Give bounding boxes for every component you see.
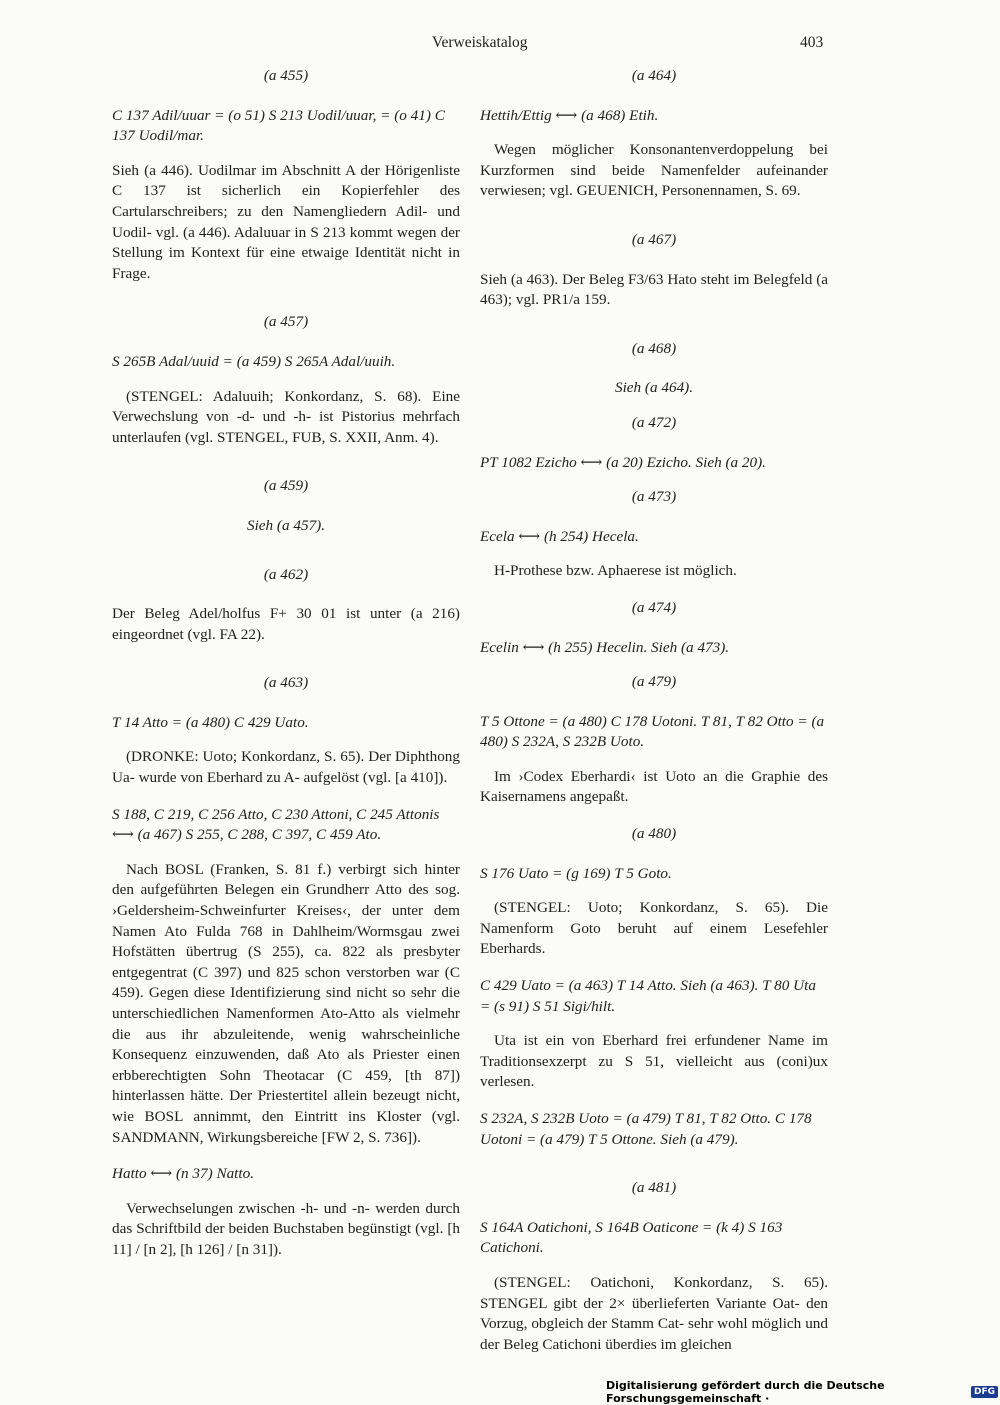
entry-heading: (a 468) [631,339,677,357]
entry-heading: (a 455) [263,67,309,84]
entry-heading: (a 457) [263,313,309,331]
funding-note: Digitalisierung gefördert durch die Deutsche Forschungsgemeinschaft · [606,1379,885,1405]
entry-heading: (a 464) [631,67,677,84]
name-equation: PT 1082 Ezicho ⟷ (a 20) Ezicho. Sieh (a 20). [480,453,766,471]
commentary-paragraph: (STENGEL: Uoto; Konkordanz, S. 65). Die Namenform Goto beruht auf einem Lesefehler Eberhards. [480,899,828,958]
commentary-paragraph: Uta ist ein von Eberhard frei erfundener Name im Traditionsexzerpt zu S 51, vielleicht aus (coni)ux verlesen. [480,1032,828,1091]
left-column [112,66,460,1277]
entry-heading: (a 463) [263,674,309,692]
entry-heading: (a 462) [263,565,309,583]
commentary-paragraph: Der Beleg Adel/holfus F+ 30 01 ist unter (a 216) eingeordnet (vgl. FA 22). [112,605,460,643]
entry-heading: (a 467) [631,230,677,248]
entry-heading: (a 472) [631,413,677,431]
commentary-paragraph: Sieh (a 446). Uodilmar im Abschnitt A der Hörigenliste C 137 ist sicherlich ein Kopierfehler des Cartularschreibers; zu den Namengliedern Adil- und Uodil- vgl. (a 446). Adaluuar in S 213 kommt wegen der Stellung im Kontext für eine etwaige Identität nicht in Frage. [112,161,460,282]
commentary-paragraph: (STENGEL: Oatichoni, Konkordanz, S. 65). STENGEL gibt der 2× überlieferten Variante Oat- den Vorzug, obgleich der Stamm Cat- sehr wohl möglich und der Beleg Catichoni überdies im gleichen [480,1273,828,1353]
commentary-paragraph: H-Prothese bzw. Aphaerese ist möglich. [494,562,737,580]
entry-heading: (a 459) [263,477,309,495]
name-equation: T 14 Atto = (a 480) C 429 Uato. [112,713,309,731]
commentary-paragraph: (STENGEL: Adaluuih; Konkordanz, S. 68). Eine Verwechslung von -d- und -h- ist Pistorius mehrfach unterlaufen (vgl. STENGEL, FUB, S. XXII, Anm. 4). [112,387,460,446]
commentary-paragraph: Im ›Codex Eberhardi‹ ist Uoto an die Graphie des Kaisernamens angepaßt. [480,767,828,806]
commentary-paragraph: Sieh (a 463). Der Beleg F3/63 Hato steht im Belegfeld (a 463); vgl. PR1/a 159. [480,270,828,309]
commentary-paragraph: Verwechselungen zwischen -h- und -n- werden durch das Schriftbild der beiden Buchstaben begünstigt (vgl. [h 11] / [n 2], [h 126] / [n 31]). [112,1199,460,1258]
entry-heading: (a 474) [631,598,677,616]
right-column [480,66,828,1371]
name-equation: S 232A, S 232B Uoto = (a 479) T 81, T 82 Otto. C 178 Uotoni = (a 479) T 5 Ottone. Sieh (a 479). [480,1110,812,1148]
commentary-paragraph: (DRONKE: Uoto; Konkordanz, S. 65). Der Diphthong Ua- wurde von Eberhard zu A- aufgelöst (vgl. [a 410]). [112,748,460,787]
name-equation: T 5 Ottone = (a 480) C 178 Uotoni. T 81, T 82 Otto = (a 480) S 232A, S 232B Uoto. [480,712,825,751]
name-equation: Hettih/Ettig ⟷ (a 468) Etih. [480,106,659,124]
dfg-logo: DFG [971,1386,998,1398]
entry-heading: (a 480) [631,825,677,843]
name-equation: Ecela ⟷ (h 254) Hecela. [480,527,639,545]
name-equation: C 429 Uato = (a 463) T 14 Atto. Sieh (a 463). T 80 Uta = (s 91) S 51 Sigi/hilt. [480,977,816,1015]
entry-heading: (a 479) [631,673,677,691]
name-equation: S 265B Adal/uuid = (a 459) S 265A Adal/uuih. [112,352,396,370]
name-equation: Sieh (a 464). [614,379,694,397]
name-equation: S 188, C 219, C 256 Atto, C 230 Attoni, C 245 Attonis ⟷ (a 467) S 255, C 288, C 397, C 459 Ato. [112,805,440,844]
commentary-paragraph: Nach BOSL (Franken, S. 81 f.) verbirgt sich hinter den aufgeführten Belegen ein Grundherr Atto des sog. ›Geldersheim-Schweinfurter Kreises‹, der unter dem Namen Ato Fulda 768 in Dahlheim/Wormsgau zwei Hofstätten übertrug (S 255), ca. 822 als presbyter entgegentrat (C 397) und 825 schon verstorben war (C 459). Gegen diese Identifizierung sind nicht so sehr die unterschiedlichen Namenformen Ato-Atto als vielmehr die aus ihr abzuleitende, wenig wahrscheinliche Konsequenz einzuwenden, daß Ato als Priester einen erbberechtigten Sohn Theotacar (C 459, [th 87]) hinterlassen hätte. Der Priestertitel allein bezeugt nicht, wie BOSL annimmt, den Eintritt ins Kloster (vgl. SANDMANN, Wirkungsbereiche [FW 2, S. 736]). [112,860,460,1146]
funding-footer [606,1379,998,1405]
page-number: 403 [800,34,824,51]
entry-heading: (a 473) [631,488,677,506]
running-title: Verweiskatalog [432,34,528,51]
name-equation: Hatto ⟷ (n 37) Natto. [112,1165,255,1183]
name-equation: S 176 Uato = (g 169) T 5 Goto. [480,864,672,882]
running-header [0,34,1000,58]
entry-heading: (a 481) [631,1179,677,1197]
name-equation: S 164A Oatichoni, S 164B Oaticone = (k 4) S 163 Catichoni. [480,1218,783,1257]
commentary-paragraph: Wegen möglicher Konsonantenverdoppelung bei Kurzformen sind beide Namenfelder aufeinander verwiesen; vgl. GEUENICH, Personennamen, S. 69. [480,141,828,200]
name-equation: Sieh (a 457). [246,516,326,534]
name-equation: C 137 Adil/uuar = (o 51) S 213 Uodil/uuar, = (o 41) C 137 Uodil/mar. [112,106,445,145]
name-equation: Ecelin ⟷ (h 255) Hecelin. Sieh (a 473). [480,638,730,656]
